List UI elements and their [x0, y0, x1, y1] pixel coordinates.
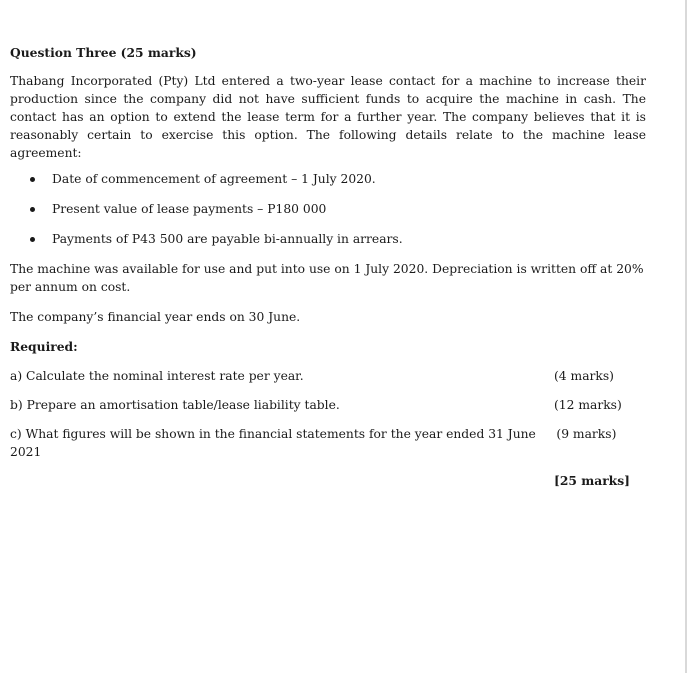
list-item: [10, 200, 646, 218]
bullet-icon: [30, 237, 35, 242]
required-item-marks: (12 marks): [554, 398, 622, 412]
question-document: [10, 44, 646, 490]
list-item-text: Date of commencement of agreement – 1 July 2020.: [52, 172, 376, 186]
list-item: [10, 230, 646, 248]
required-item-marks: (4 marks): [554, 369, 614, 383]
required-item-text: b) Prepare an amortisation table/lease liability table.: [10, 398, 340, 412]
required-item-c: [10, 425, 646, 461]
required-item-text: a) Calculate the nominal interest rate per year.: [10, 369, 304, 383]
list-item: [10, 170, 646, 188]
question-heading: Question Three (25 marks): [10, 45, 197, 60]
total-marks: [25 marks]: [554, 473, 630, 488]
depreciation-paragraph: The machine was available for use and put into use on 1 July 2020. Depreciation is written off at 20% per annum on cost.: [10, 262, 644, 294]
year-end-paragraph: The company’s financial year ends on 30 June.: [10, 310, 301, 324]
required-item-text: c) What figures will be shown in the financial statements for the year ended 31 June 2021: [10, 427, 536, 459]
required-item-b: [10, 396, 646, 414]
required-item-a: [10, 367, 646, 385]
required-label: Required:: [10, 339, 78, 354]
lease-details-list: [10, 170, 646, 248]
list-item-text: Present value of lease payments – P180 000: [52, 202, 327, 216]
required-item-marks: (9 marks): [556, 427, 617, 441]
bullet-icon: [30, 207, 35, 212]
list-item-text: Payments of P43 500 are payable bi-annually in arrears.: [52, 232, 403, 246]
total-marks-row: [10, 472, 646, 490]
bullet-icon: [30, 177, 35, 182]
intro-paragraph: Thabang Incorporated (Pty) Ltd entered a two-year lease contact for a machine to increase their production since the company did not have sufficient funds to acquire the machine in cash. The contact has an option to extend the lease term for a further year. The company believes that it is reasonably certain to exercise this option. The following details relate to the machine lease agreement:: [10, 74, 646, 160]
